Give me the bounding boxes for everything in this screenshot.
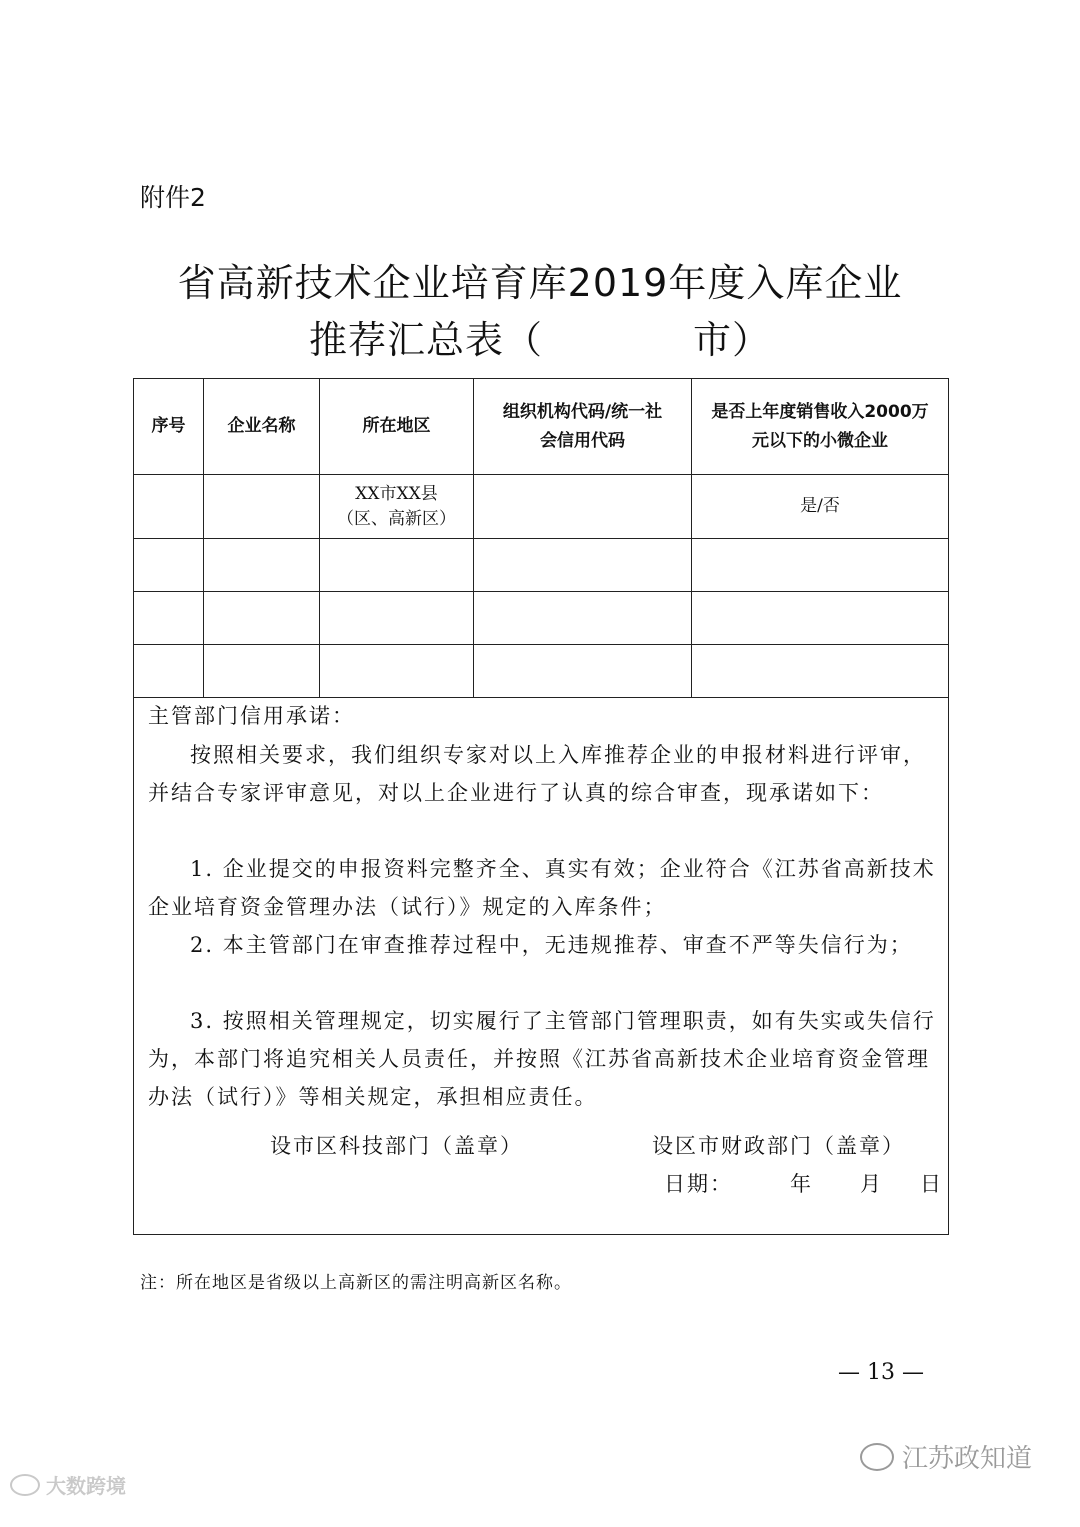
header-company-name: 企业名称 (204, 379, 320, 475)
date-year: 年 (790, 1172, 813, 1196)
cell-company-name[interactable] (204, 475, 320, 539)
chat-bubble-icon (10, 1474, 40, 1496)
pledge-title: 主管部门信用承诺： (148, 704, 355, 728)
watermark-left-text: 大数跨境 (46, 1474, 126, 1498)
cell-small-micro[interactable] (692, 645, 949, 698)
seal-finance-department: 设区市财政部门（盖章） (652, 1134, 905, 1158)
page-number: — 13 — (838, 1360, 924, 1385)
cell-region[interactable]: XX市XX县（区、高新区） (320, 475, 474, 539)
table-row (134, 645, 949, 698)
cell-company-name[interactable] (204, 645, 320, 698)
cell-serial[interactable] (134, 539, 204, 592)
title-prefix: 推荐汇总表（ (308, 318, 543, 362)
wechat-icon (860, 1443, 894, 1471)
table-header-row (134, 379, 949, 475)
attachment-label: 附件2 (140, 183, 206, 212)
cell-small-micro[interactable]: 是/否 (692, 475, 949, 539)
recommendation-table (133, 378, 949, 1235)
table-row (134, 475, 949, 539)
header-credit-code: 组织机构代码/统一社会信用代码 (474, 379, 692, 475)
cell-region[interactable] (320, 592, 474, 645)
header-region: 所在地区 (320, 379, 474, 475)
date-day: 日 (920, 1172, 943, 1196)
cell-credit-code[interactable] (474, 592, 692, 645)
pledge-section (134, 698, 949, 1235)
cell-region[interactable] (320, 645, 474, 698)
document-title-line2 (100, 309, 980, 364)
pledge-item-1: 1. 企业提交的申报资料完整齐全、真实有效；企业符合《江苏省高新技术企业培育资金管理办法（试行）》规定的入库条件； (148, 857, 936, 919)
pledge-item-3: 3. 按照相关管理规定，切实履行了主管部门管理职责，如有失实或失信行为，本部门将追究相关人员责任，并按照《江苏省高新技术企业培育资金管理办法（试行）》等相关规定，承担相应责任。 (148, 1009, 936, 1109)
table-row (134, 539, 949, 592)
pledge-row (134, 698, 949, 1235)
footnote: 注：所在地区是省级以上高新区的需注明高新区名称。 (140, 1273, 572, 1293)
header-serial: 序号 (134, 379, 204, 475)
cell-serial[interactable] (134, 475, 204, 539)
cell-small-micro[interactable] (692, 592, 949, 645)
header-small-micro: 是否上年度销售收入2000万元以下的小微企业 (692, 379, 949, 475)
cell-serial[interactable] (134, 592, 204, 645)
watermark-left (10, 1470, 126, 1499)
cell-company-name[interactable] (204, 539, 320, 592)
cell-serial[interactable] (134, 645, 204, 698)
cell-region[interactable] (320, 539, 474, 592)
date-month: 月 (860, 1172, 883, 1196)
cell-company-name[interactable] (204, 592, 320, 645)
watermark-right-text: 江苏政知道 (902, 1444, 1033, 1474)
seal-tech-department: 设市区科技部门（盖章） (270, 1134, 523, 1158)
date-label: 日期： (664, 1172, 733, 1196)
table-row (134, 592, 949, 645)
document-title-line1: 省高新技术企业培育库2019年度入库企业 (177, 261, 903, 305)
pledge-paragraph: 按照相关要求，我们组织专家对以上入库推荐企业的申报材料进行评审，并结合专家评审意见，对以上企业进行了认真的综合审查，现承诺如下： (148, 743, 926, 805)
cell-credit-code[interactable] (474, 645, 692, 698)
cell-credit-code[interactable] (474, 475, 692, 539)
cell-credit-code[interactable] (474, 539, 692, 592)
pledge-item-2: 2. 本主管部门在审查推荐过程中，无违规推荐、审查不严等失信行为； (190, 933, 913, 957)
cell-small-micro[interactable] (692, 539, 949, 592)
title-suffix: 市） (693, 318, 772, 362)
watermark-right (860, 1438, 1032, 1475)
